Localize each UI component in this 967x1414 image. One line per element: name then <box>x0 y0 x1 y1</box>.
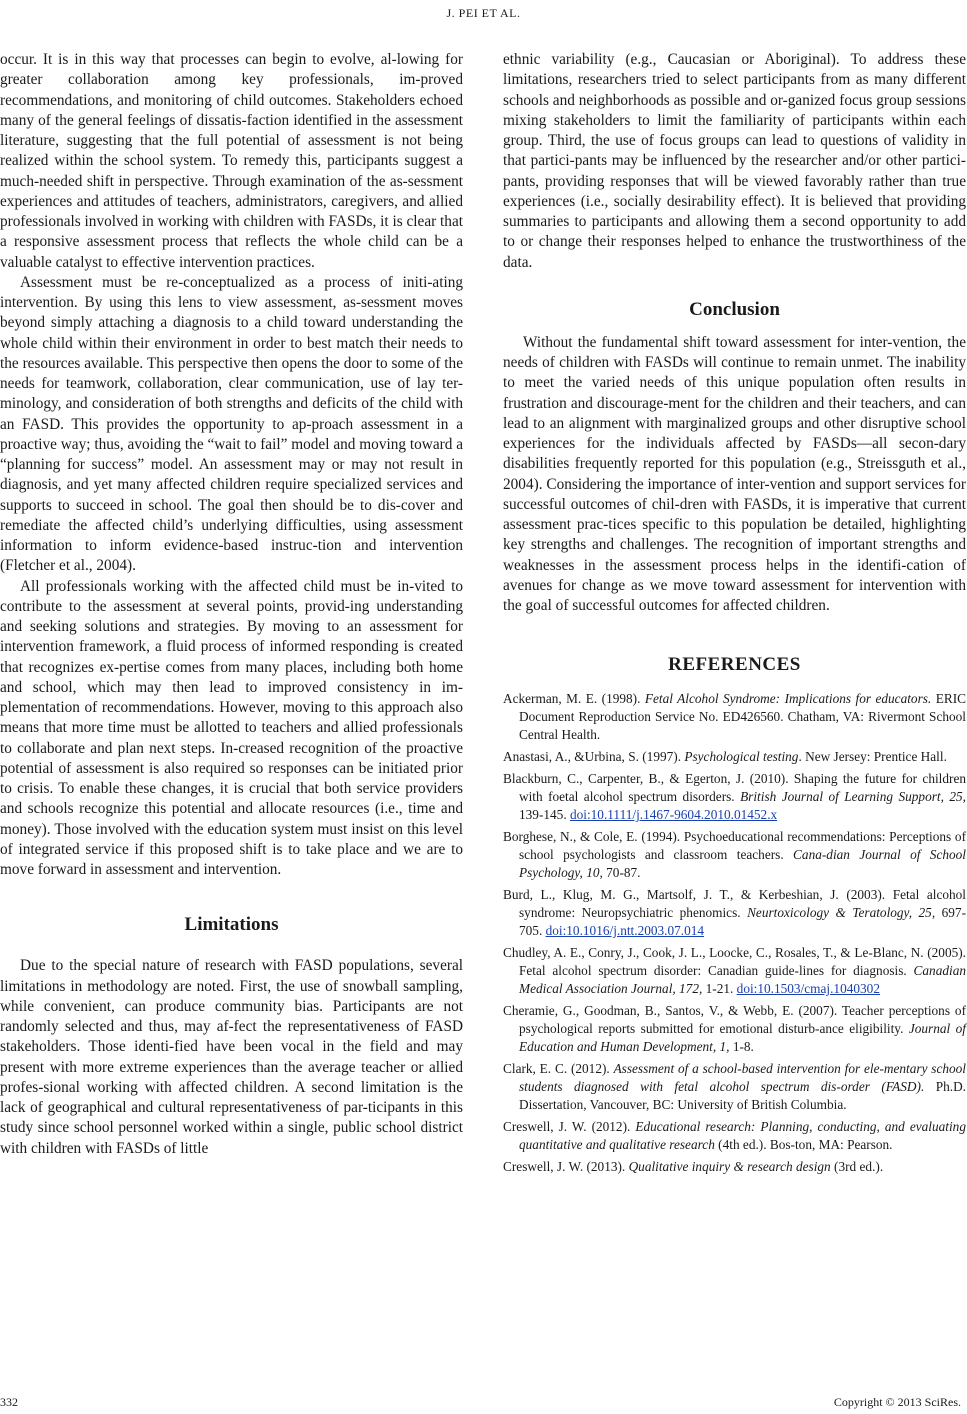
reference-item <box>503 828 966 882</box>
doi-link[interactable]: doi:10.1016/j.ntt.2003.07.014 <box>545 923 705 939</box>
references-heading: REFERENCES <box>668 654 801 676</box>
reference-source: Fetal Alcohol Syndrome: Implications for educators. <box>644 691 932 707</box>
reference-item <box>503 1118 966 1154</box>
reference-text: 1-8. <box>729 1039 754 1055</box>
reference-text: 1-21. <box>702 981 737 997</box>
left-column <box>0 50 463 1159</box>
reference-text: ERIC Document Reproduction Service No. ED426560. Chatham, VA: Rivermont School Central Health. <box>519 691 966 743</box>
reference-item <box>503 748 966 766</box>
reference-text: Creswell, J. W. (2012). <box>503 1119 636 1135</box>
reference-text: Ackerman, M. E. (1998). <box>503 691 645 707</box>
reference-text: Anastasi, A., &Urbina, S. (1997). <box>503 749 685 765</box>
reference-text: Chudley, A. E., Conry, J., Cook, J. L., Loocke, C., Rosales, T., & Le-Blanc, N. (2005). Fetal alcohol spectrum disorder: Canadian guide-lines for diagnosis. <box>503 945 966 979</box>
reference-text: Blackburn, C., Carpenter, B., & Egerton, J. (2010). Shaping the future for children with foetal alcohol spectrum disorders. <box>503 771 966 805</box>
reference-source: Journal of Education and Human Development, 1, <box>519 1021 966 1055</box>
reference-text: 697-705. <box>519 905 967 939</box>
reference-text: Borghese, N., & Cole, E. (1994). Psychoeducational recommendations: Perceptions of school psychologists and classroom teachers. <box>503 829 966 863</box>
body-paragraph: Due to the special nature of research with FASD populations, several limitations in methodology are noted. First, the use of snowball sampling, while convenient, can produce community bias. Participants are not randomly selected and thus, may af-fect the representativeness of FASD stakeholders. Those identi-fied have been vocal in the field and may present with more extreme experiences than the average teacher or allied profes-sional working with affected children. A second limitation is the lack of geographical and cultural representativeness of par-ticipants in this study since school personnel worked within a single, public school district with children with FASDs of little <box>0 957 463 1157</box>
reference-list <box>503 690 966 1176</box>
reference-item <box>503 944 966 998</box>
body-paragraph: Without the fundamental shift toward assessment for inter-vention, the needs of children with FASDs will continue to remain unmet. The inability to meet the varied needs of this unique population often results in frustration and discourage-ment for the children and their teachers, and can lead to an alignment with marginalized groups and other disruptive school experiences for the individuals affected by FASDs—all secon-dary disabilities frequently reported for this population (e.g., Streissguth et al., 2004). Considering the importance of inter-vention and support services for successful outcomes of chil-dren with FASDs, it is imperative that current assessment prac-tices specific to this population be detailed, highlighting key strengths and challenges. The recognition of important strengths and weaknesses in the assessment process helps in the identifi-cation of avenues for change as we move toward assessment for intervention with the goal of successful outcomes for affected children. <box>503 333 966 614</box>
reference-source: Canadian Medical Association Journal, 172, <box>519 963 966 997</box>
reference-text: 139-145. <box>519 807 570 823</box>
reference-item <box>503 1060 966 1114</box>
body-paragraph: ethnic variability (e.g., Caucasian or Aboriginal). To address these limitations, researchers tried to select participants from as many different schools and neighborhoods as possible and or-ganized focus group sessions mixing stakeholders to limit the familiarity of participants within each group. Third, the use of focus groups can lead to questions of validity in that partici-pants may be influenced by the researcher and/or other partici-pants, providing responses that will be viewed favorably rather than true experiences (i.e., socially desirability effect). It is believed that providing summaries to participants and allowing them a second opportunity to add to or change their responses helped to enhance the trustworthiness of the data. <box>503 51 966 271</box>
reference-text: (4th ed.). Bos-ton, MA: Pearson. <box>714 1137 893 1153</box>
reference-item <box>503 1158 966 1176</box>
reference-source: British Journal of Learning Support, 25, <box>740 789 966 805</box>
right-column <box>503 50 966 1180</box>
reference-item <box>503 886 966 940</box>
reference-source: Educational research: Planning, conducting, and evaluating quantitative and qualitative research <box>519 1119 966 1153</box>
reference-source: Neurtoxicology & Teratology, 25, <box>747 905 936 921</box>
section-heading-conclusion: Conclusion <box>689 298 780 320</box>
page-number: 332 <box>0 1395 18 1409</box>
reference-text: 70-87. <box>602 865 641 881</box>
reference-item <box>503 690 966 744</box>
reference-source: Psychological testing <box>684 749 799 765</box>
reference-text: Burd, L., Klug, M. G., Martsolf, J. T., & Kerbeshian, J. (2003). Fetal alcohol syndrome: Neuropsychiatric phenomics. <box>503 887 966 921</box>
running-head: J. PEI ET AL. <box>446 6 521 20</box>
copyright-notice: Copyright © 2013 SciRes. <box>833 1395 961 1409</box>
reference-text: Cheramie, G., Goodman, B., Santos, V., & Webb, E. (2007). Teacher perceptions of psychological reports submitted for emotional disturb-ance eligibility. <box>503 1003 966 1037</box>
doi-link[interactable]: doi:10.1503/cmaj.1040302 <box>736 981 880 997</box>
section-heading-limitations: Limitations <box>184 914 279 936</box>
reference-text: (3rd ed.). <box>830 1159 884 1175</box>
body-paragraph: All professionals working with the affected child must be in-vited to contribute to the assessment at several points, provid-ing understanding and seeking solutions and strategies. By moving to an assessment for intervention framework, a fluid process of informed responding is created that recognizes ex-pertise comes from many places, including both home and school, which may then lead to improved consistency in im-plementation of recommendations. However, moving to this approach also means that more time must be allotted to teachers and allied professionals to collaborate and plan next steps. In-creased recognition of the proactive potential of assessment is also required so responses can be initiated prior to crisis. To enable these changes, it is crucial that both service providers and schools recognize this potential and allocate resources (i.e., time and money). Those involved with the education system must insist on this level of integrated service if this proposed shift is to take place and we are to move forward in assessment and intervention. <box>0 577 463 878</box>
reference-item <box>503 770 966 824</box>
reference-text: Creswell, J. W. (2013). <box>503 1159 629 1175</box>
reference-item <box>503 1002 966 1056</box>
body-paragraph: Assessment must be re-conceptualized as a process of initi-ating intervention. By using this lens to view assessment, as-sessment moves beyond simply attaching a diagnosis to a child toward understanding the whole child within their environment in order to best match their needs to the resources available. This perspective then opens the door to some of the needs for teamwork, collaboration, clear communication, use of lay ter-minology, and consideration of both strengths and deficits of the child with an FASD. This provides the opportunity to ap-proach assessment in a proactive way; thus, avoiding the “wait to fail” model and moving toward a “planning for success” model. An assessment may or may not result in diagnosis, and yet many affected children require specialized services and supports to succeed in school. The goal then should be to dis-cover and remediate the affected child’s underlying difficulties, using assessment information to inform evidence-based instruc-tion and intervention (Fletcher et al., 2004). <box>0 273 463 575</box>
reference-source: Qualitative inquiry & research design <box>628 1159 831 1175</box>
body-paragraph: occur. It is in this way that processes can begin to evolve, al-lowing for greater collaboration among key professionals, im-proved recommendations, and monitoring of child outcomes. Stakeholders echoed many of the general feelings of dissatis-faction identified in the assessment literature, suggesting that the full potential of assessment is not being realized within the school system. To remedy this, participants suggest a much-needed shift in perspective. Through examination of the as-sessment experiences and attitudes of teachers, administrators, caregivers, and allied professionals involved in working with children with FASDs, it is clear that a responsive assessment process that reflects the whole child can be a valuable catalyst to effective intervention practices. <box>0 51 463 271</box>
reference-source: Cana-dian Journal of School Psychology, 10, <box>519 847 966 881</box>
reference-text: . New Jersey: Prentice Hall. <box>798 749 947 765</box>
doi-link[interactable]: doi:10.1111/j.1467-9604.2010.01452.x <box>569 807 778 823</box>
reference-text: Clark, E. C. (2012). <box>503 1061 614 1077</box>
reference-text: Ph.D. Dissertation, Vancouver, BC: University of British Columbia. <box>519 1079 966 1113</box>
reference-source: Assessment of a school-based intervention for ele-mentary school students diagnosed with fetal alcohol spectrum dis-order (FASD). <box>519 1061 967 1095</box>
